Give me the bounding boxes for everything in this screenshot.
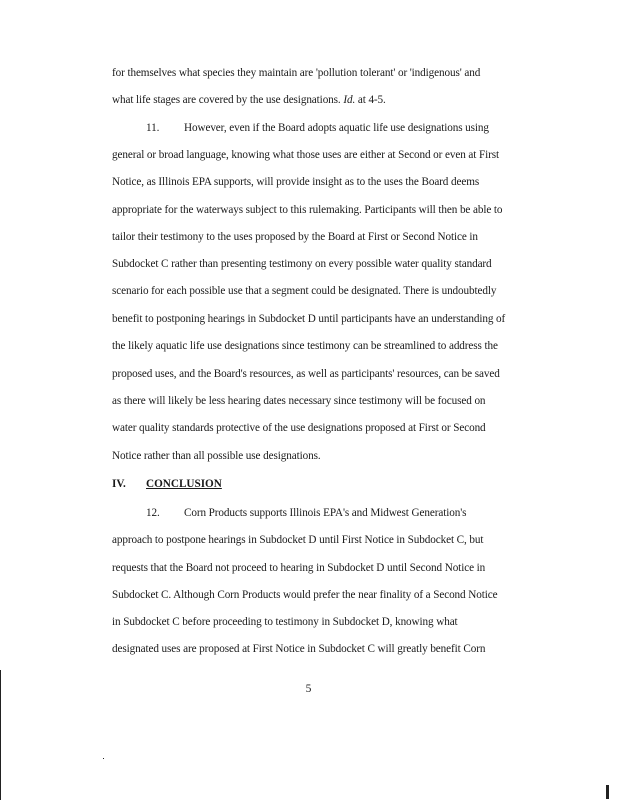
- text-line: requests that the Board not proceed to hearing in Subdocket D until Second Notice in: [112, 562, 486, 574]
- text-line: appropriate for the waterways subject to this rulemaking. Participants will then be able to: [112, 204, 503, 216]
- text-line: Notice, as Illinois EPA supports, will provide insight as to the uses the Board deems: [112, 176, 480, 188]
- section-title: CONCLUSION: [146, 478, 222, 490]
- text-line: Subdocket C. Although Corn Products would prefer the near finality of a Second Notice: [112, 589, 498, 601]
- text-line: tailor their testimony to the uses proposed by the Board at First or Second Notice in: [112, 231, 478, 243]
- text-line: benefit to postponing hearings in Subdocket D until participants have an understanding of: [112, 313, 506, 325]
- citation-pages: at 4-5.: [355, 94, 386, 106]
- text-line: in Subdocket C before proceeding to testimony in Subdocket D, knowing what: [112, 616, 458, 628]
- text-line: proposed uses, and the Board's resources, as well as participants' resources, can be saved: [112, 368, 500, 380]
- text-line-content: what life stages are covered by the use designations.: [112, 94, 341, 106]
- text-line: [112, 93, 552, 107]
- scan-edge-mark: [606, 785, 609, 799]
- text-line: scenario for each possible use that a segment could be designated. There is undoubtedly: [112, 285, 497, 297]
- paragraph-11-first-line: [112, 121, 552, 135]
- scan-speck: [103, 758, 104, 759]
- paragraph-number: 11.: [146, 122, 160, 134]
- text-line: water quality standards protective of the use designations proposed at First or Second: [112, 422, 486, 434]
- scan-edge-mark: [0, 670, 1, 800]
- paragraph-number: 12.: [146, 507, 160, 519]
- text-line: as there will likely be less hearing dates necessary since testimony will be focused on: [112, 395, 486, 407]
- text-line: Subdocket C rather than presenting testimony on every possible water quality standard: [112, 258, 492, 270]
- text-line: general or broad language, knowing what those uses are either at Second or even at First: [112, 149, 499, 161]
- text-line: the likely aquatic life use designations since testimony can be streamlined to address the: [112, 340, 498, 352]
- paragraph-12-first-line: [112, 506, 552, 520]
- page-number: 5: [305, 683, 312, 695]
- section-number: IV.: [112, 478, 126, 490]
- section-heading: [112, 478, 222, 490]
- text-line: approach to postpone hearings in Subdocket D until First Notice in Subdocket C, but: [112, 534, 484, 546]
- text-line: designated uses are proposed at First Notice in Subdocket C will greatly benefit Corn: [112, 643, 486, 655]
- citation-id: Id.: [343, 94, 356, 106]
- text-line-content: Corn Products supports Illinois EPA's and Midwest Generation's: [184, 507, 467, 519]
- text-line: Notice rather than all possible use designations.: [112, 450, 321, 462]
- text-line-content: However, even if the Board adopts aquatic life use designations using: [184, 122, 489, 134]
- text-line: for themselves what species they maintain are 'pollution tolerant' or 'indigenous' and: [112, 67, 481, 79]
